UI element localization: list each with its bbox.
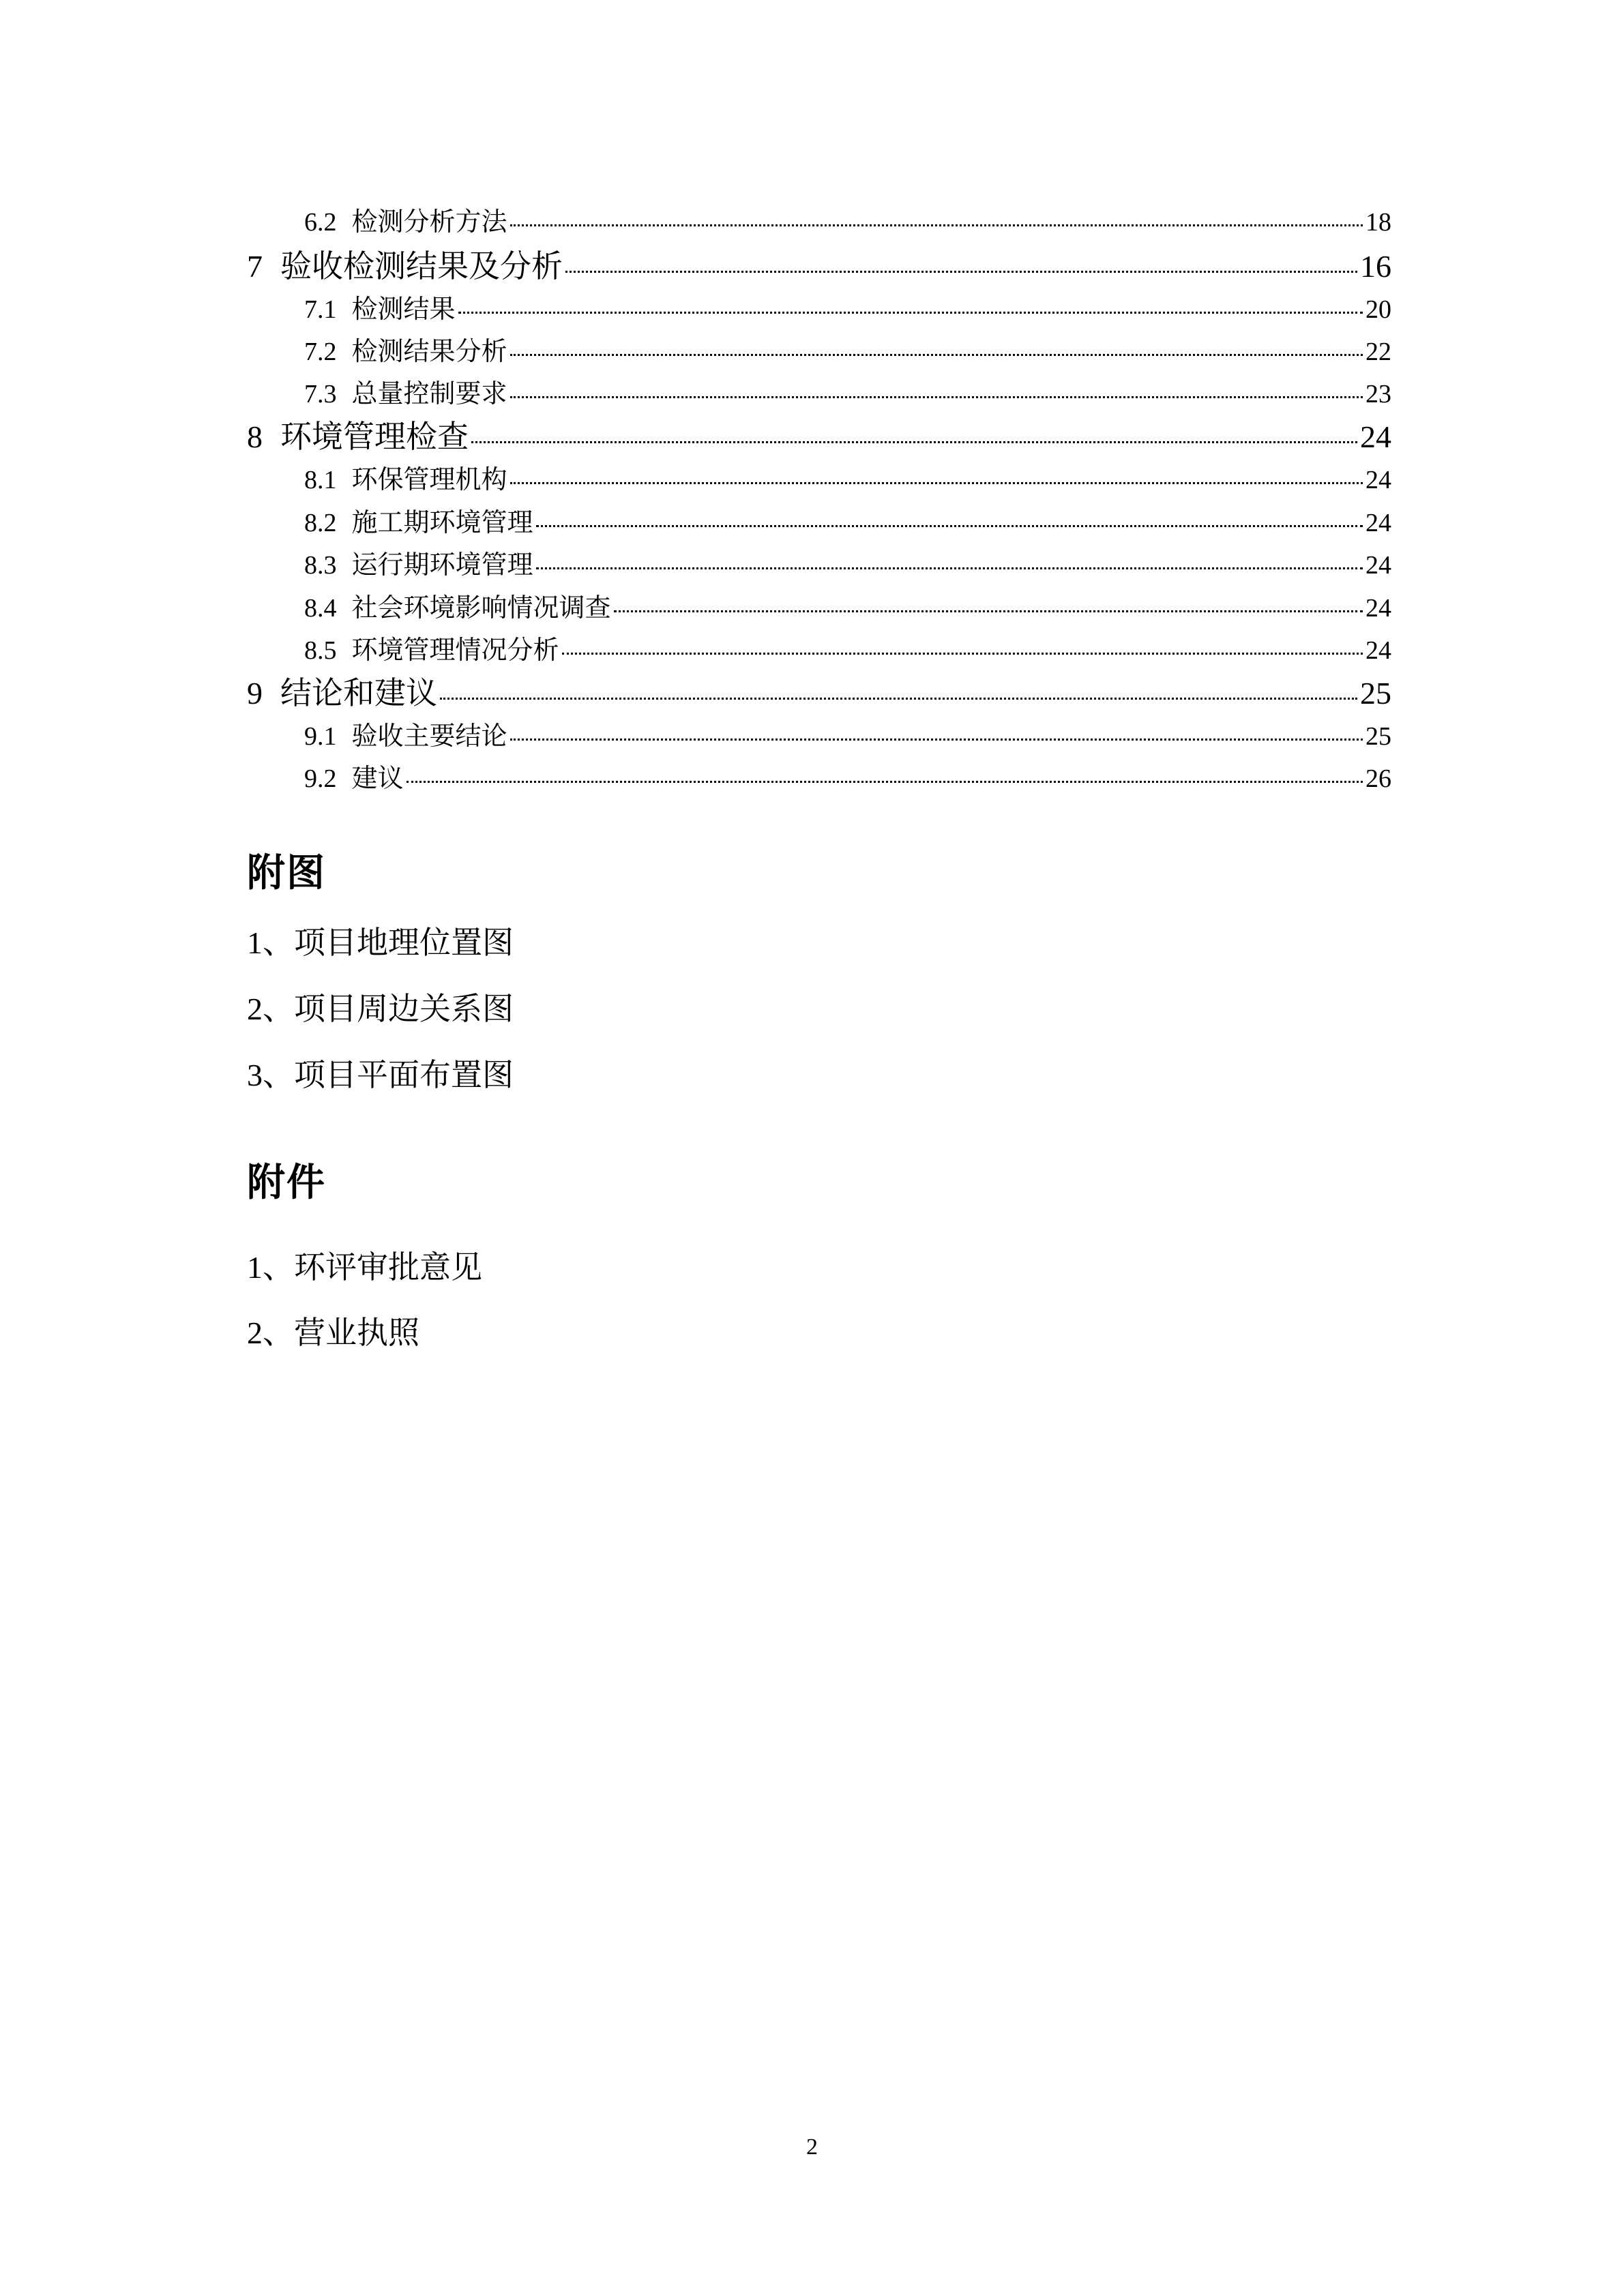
toc-entry[interactable]	[304, 288, 1391, 325]
toc-entry-title: 环保管理机构	[351, 466, 507, 494]
figure-list-item: 2、项目周边关系图	[247, 992, 514, 1026]
toc-dot-leader	[510, 739, 1363, 741]
toc-entry-number: 8.1	[304, 466, 337, 494]
toc-entry-page: 16	[1360, 249, 1391, 284]
toc-entry-number: 8.4	[304, 594, 337, 623]
toc-entry-page: 24	[1365, 636, 1391, 665]
toc-entry-page: 24	[1365, 551, 1391, 580]
toc-entry-title: 施工期环境管理	[351, 509, 533, 537]
toc-entry[interactable]	[304, 629, 1391, 666]
toc-chapter-entry[interactable]	[247, 412, 1391, 457]
toc-dot-leader	[440, 698, 1357, 700]
toc-dot-leader	[510, 354, 1363, 356]
toc-entry-title: 验收检测结果及分析	[280, 249, 563, 284]
toc-dot-leader	[536, 567, 1363, 569]
toc-entry-number: 8.3	[304, 551, 337, 580]
toc-entry-number: 7.2	[304, 338, 337, 366]
attachments-heading: 附件	[247, 1162, 326, 1204]
toc-entry[interactable]	[304, 458, 1391, 496]
toc-entry-title: 验收主要结论	[351, 722, 507, 751]
toc-entry-number: 8	[247, 419, 263, 454]
toc-entry[interactable]	[304, 330, 1391, 368]
attachment-list-item: 1、环评审批意见	[247, 1250, 482, 1285]
toc-entry-page: 24	[1365, 509, 1391, 537]
toc-entry-title: 检测结果	[351, 295, 456, 324]
figures-heading: 附图	[247, 852, 326, 895]
toc-entry-page: 26	[1365, 764, 1391, 793]
toc-entry-page: 22	[1365, 338, 1391, 366]
toc-chapter-entry[interactable]	[247, 241, 1391, 286]
toc-entry-title: 运行期环境管理	[351, 551, 533, 580]
toc-entry-title: 结论和建议	[280, 676, 437, 711]
toc-dot-leader	[536, 525, 1363, 527]
toc-entry-number: 9.1	[304, 722, 337, 751]
toc-entry-page: 24	[1365, 594, 1391, 623]
toc-entry-number: 8.5	[304, 636, 337, 665]
toc-dot-leader	[614, 610, 1363, 612]
toc-entry[interactable]	[304, 715, 1391, 752]
toc-entry-title: 环境管理检查	[280, 419, 469, 454]
toc-entry-page: 25	[1360, 676, 1391, 711]
toc-entry-number: 7.1	[304, 295, 337, 324]
toc-entry[interactable]	[304, 200, 1391, 238]
toc-dot-leader	[562, 653, 1363, 655]
toc-entry-number: 6.2	[304, 208, 337, 237]
toc-entry-page: 20	[1365, 295, 1391, 324]
toc-dot-leader	[565, 271, 1357, 273]
toc-entry-title: 环境管理情况分析	[351, 636, 559, 665]
toc-dot-leader	[458, 312, 1363, 314]
toc-dot-leader	[407, 781, 1363, 783]
toc-entry[interactable]	[304, 586, 1391, 624]
toc-entry-page: 24	[1365, 466, 1391, 494]
toc-entry-page: 18	[1365, 208, 1391, 237]
toc-entry-number: 7	[247, 249, 263, 284]
toc-entry-number: 9	[247, 676, 263, 711]
toc-entry-page: 24	[1360, 419, 1391, 454]
toc-entry[interactable]	[304, 372, 1391, 410]
toc-entry-number: 8.2	[304, 509, 337, 537]
toc-entry[interactable]	[304, 757, 1391, 794]
figure-list-item: 3、项目平面布置图	[247, 1058, 514, 1092]
toc-entry-number: 7.3	[304, 380, 337, 408]
toc-entry-number: 9.2	[304, 764, 337, 793]
toc-entry-title: 总量控制要求	[351, 380, 507, 408]
toc-entry[interactable]	[304, 501, 1391, 539]
figure-list-item: 1、项目地理位置图	[247, 925, 514, 960]
toc-entry-title: 检测结果分析	[351, 338, 507, 366]
toc-entry-title: 检测分析方法	[351, 208, 507, 237]
toc-chapter-entry[interactable]	[247, 668, 1391, 713]
toc-entry-page: 25	[1365, 722, 1391, 751]
toc-entry-title: 建议	[351, 764, 404, 793]
attachment-list-item: 2、营业执照	[247, 1315, 419, 1350]
toc-dot-leader	[510, 482, 1363, 484]
toc-entry-title: 社会环境影响情况调查	[351, 594, 611, 623]
toc-entry-page: 23	[1365, 380, 1391, 408]
toc-dot-leader	[471, 441, 1357, 443]
toc-dot-leader	[510, 224, 1363, 226]
page-number: 2	[806, 2134, 818, 2160]
toc-dot-leader	[510, 396, 1363, 398]
toc-entry[interactable]	[304, 543, 1391, 581]
